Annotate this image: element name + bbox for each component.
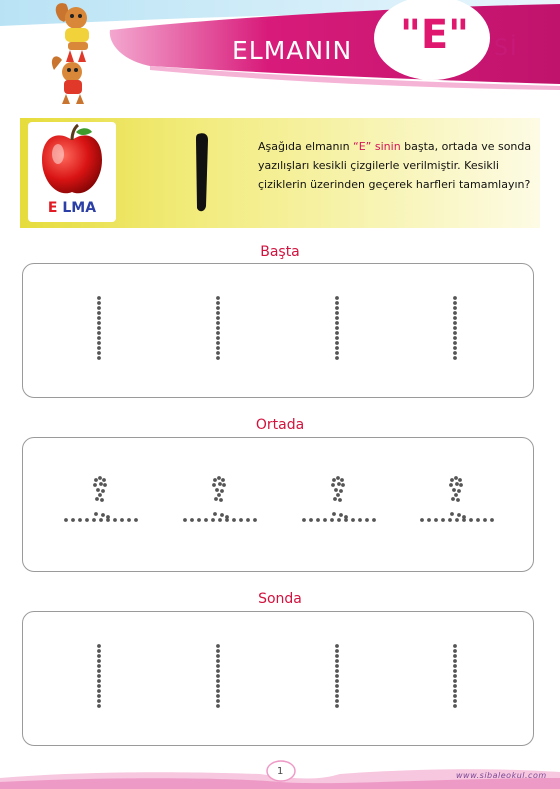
tracing-glyph (335, 296, 339, 360)
tracing-dot (216, 311, 220, 315)
section-title-sonda: Sonda (258, 591, 302, 607)
tracing-dot (335, 336, 339, 340)
tracing-dot (216, 704, 220, 708)
arabic-ain-isolated-icon (182, 130, 222, 215)
apple-icon (28, 122, 116, 202)
chipmunk-mascot-icon (50, 0, 120, 105)
tracing-dot (358, 518, 362, 522)
tracing-dot (453, 296, 457, 300)
tracing-dot (93, 483, 97, 487)
tracing-glyph (97, 644, 101, 708)
tracing-dot (332, 478, 336, 482)
tracing-dot (97, 316, 101, 320)
tracing-dot (97, 684, 101, 688)
tracing-dot (101, 513, 105, 517)
tracing-dot (453, 311, 457, 315)
tracing-dot (225, 515, 229, 519)
tracing-dots-sonda (23, 612, 533, 745)
tracing-dot (458, 478, 462, 482)
tracing-dot (372, 518, 376, 522)
tracing-dot (450, 512, 454, 516)
tracing-dot (106, 515, 110, 519)
tracing-dot (216, 301, 220, 305)
tracing-dot (213, 512, 217, 516)
tracing-dot (469, 518, 473, 522)
tracing-dot (97, 341, 101, 345)
tracing-glyph (64, 476, 138, 522)
practice-box-sonda (22, 611, 534, 746)
tracing-dot (97, 351, 101, 355)
tracing-dot (453, 321, 457, 325)
site-url: www.sibaleokul.com (456, 771, 547, 780)
tracing-glyph (216, 644, 220, 708)
tracing-dot (452, 488, 456, 492)
tracing-glyph (453, 296, 457, 360)
tracing-dot (216, 331, 220, 335)
tracing-dot (218, 482, 222, 486)
tracing-dot (101, 489, 105, 493)
tracing-dot (97, 321, 101, 325)
tracing-dot (336, 493, 340, 497)
section-title-ortada: Ortada (255, 417, 305, 433)
tracing-dot (216, 684, 220, 688)
tracing-dot (213, 478, 217, 482)
tracing-dot (453, 659, 457, 663)
section-title-basta: Başta (260, 244, 300, 260)
tracing-dot (97, 306, 101, 310)
tracing-dot (449, 483, 453, 487)
tracing-dot (453, 316, 457, 320)
tracing-dot (215, 488, 219, 492)
tracing-dot (450, 478, 454, 482)
tracing-dot (94, 512, 98, 516)
tracing-dot (204, 518, 208, 522)
tracing-dot (339, 513, 343, 517)
tracing-dot (331, 483, 335, 487)
tracing-dot (216, 659, 220, 663)
tracing-dot (99, 518, 103, 522)
tracing-dot (490, 518, 494, 522)
tracing-dot (219, 498, 223, 502)
tracing-dot (336, 476, 340, 480)
tracing-dot (216, 664, 220, 668)
tracing-dot (335, 296, 339, 300)
tracing-dot (97, 654, 101, 658)
tracing-dot (453, 644, 457, 648)
tracing-dot (97, 669, 101, 673)
tracing-dot (453, 326, 457, 330)
tracing-dot (453, 346, 457, 350)
tracing-dot (335, 664, 339, 668)
tracing-dot (453, 704, 457, 708)
tracing-dot (453, 301, 457, 305)
tracing-dot (441, 518, 445, 522)
tracing-glyph (420, 476, 494, 522)
tracing-dot (453, 669, 457, 673)
tracing-dot (338, 498, 342, 502)
tracing-dot (453, 356, 457, 360)
tracing-dot (97, 689, 101, 693)
tracing-dot (453, 694, 457, 698)
tracing-dot (341, 483, 345, 487)
tracing-dot (97, 336, 101, 340)
tracing-dot (451, 497, 455, 501)
tracing-dot (216, 356, 220, 360)
tracing-dot (97, 674, 101, 678)
tracing-dot (216, 326, 220, 330)
tracing-dot (453, 689, 457, 693)
tracing-dot (302, 518, 306, 522)
tracing-dot (453, 664, 457, 668)
tracing-dot (453, 699, 457, 703)
tracing-dot (216, 679, 220, 683)
tracing-dot (453, 674, 457, 678)
tracing-dot (335, 316, 339, 320)
tracing-dot (97, 296, 101, 300)
tracing-dot (427, 518, 431, 522)
tracing-dot (100, 498, 104, 502)
tracing-dot (457, 513, 461, 517)
practice-box-ortada (22, 437, 534, 572)
tracing-glyph (335, 644, 339, 708)
tracing-glyph (302, 476, 376, 522)
tracing-dot (216, 649, 220, 653)
tracing-dot (454, 476, 458, 480)
tracing-dot (216, 341, 220, 345)
word-rest: LMA (57, 200, 97, 216)
tracing-dot (216, 321, 220, 325)
tracing-dot (232, 518, 236, 522)
tracing-dot (78, 518, 82, 522)
tracing-dot (216, 296, 220, 300)
tracing-dot (217, 476, 221, 480)
tracing-dot (335, 679, 339, 683)
tracing-dot (335, 694, 339, 698)
tracing-dot (97, 311, 101, 315)
tracing-dot (453, 336, 457, 340)
tracing-dot (453, 654, 457, 658)
tracing-dot (97, 331, 101, 335)
tracing-dot (246, 518, 250, 522)
instructions-highlight: “E” sinin (353, 140, 401, 153)
tracing-dot (95, 497, 99, 501)
tracing-dot (216, 654, 220, 658)
tracing-glyph (183, 476, 257, 522)
tracing-dot (462, 515, 466, 519)
tracing-dot (216, 674, 220, 678)
tracing-dot (434, 518, 438, 522)
tracing-dot (330, 518, 334, 522)
tracing-dot (98, 493, 102, 497)
tracing-dot (99, 482, 103, 486)
tracing-dot (102, 478, 106, 482)
tracing-dot (456, 498, 460, 502)
tracing-dot (335, 684, 339, 688)
tracing-dot (453, 649, 457, 653)
tracing-glyph (453, 644, 457, 708)
tracing-dot (216, 316, 220, 320)
tracing-dot (98, 476, 102, 480)
tracing-dot (323, 518, 327, 522)
tracing-dot (453, 331, 457, 335)
tracing-dot (71, 518, 75, 522)
tracing-dot (97, 659, 101, 663)
tracing-dot (337, 518, 341, 522)
tracing-dot (216, 669, 220, 673)
tracing-dot (453, 684, 457, 688)
tracing-dot (335, 351, 339, 355)
word-label (28, 200, 116, 216)
tracing-dot (97, 649, 101, 653)
tracing-dot (97, 346, 101, 350)
tracing-dot (339, 489, 343, 493)
tracing-dot (216, 306, 220, 310)
tracing-dot (455, 482, 459, 486)
tracing-dot (333, 497, 337, 501)
tracing-dot (453, 351, 457, 355)
tracing-dot (420, 518, 424, 522)
tracing-dot (335, 644, 339, 648)
tracing-dot (335, 346, 339, 350)
title-main: ELMANIN (232, 36, 353, 65)
tracing-dot (197, 518, 201, 522)
tracing-dot (217, 493, 221, 497)
tracing-dot (97, 326, 101, 330)
tracing-dot (211, 518, 215, 522)
tracing-dot (457, 489, 461, 493)
tracing-dot (335, 341, 339, 345)
tracing-dot (332, 512, 336, 516)
tracing-dot (335, 306, 339, 310)
tracing-dot (335, 689, 339, 693)
tracing-dot (335, 669, 339, 673)
tracing-dots-basta (23, 264, 533, 397)
tracing-dot (476, 518, 480, 522)
tracing-dot (448, 518, 452, 522)
tracing-dot (334, 488, 338, 492)
tracing-dot (97, 679, 101, 683)
tracing-dot (134, 518, 138, 522)
tracing-dot (92, 518, 96, 522)
tracing-dot (222, 483, 226, 487)
tracing-dot (459, 483, 463, 487)
tracing-dot (453, 306, 457, 310)
tracing-dot (216, 346, 220, 350)
tracing-glyph (216, 296, 220, 360)
tracing-dot (220, 489, 224, 493)
tracing-dot (96, 488, 100, 492)
tracing-dot (216, 644, 220, 648)
tracing-dot (97, 644, 101, 648)
tracing-dot (97, 664, 101, 668)
tracing-dot (454, 493, 458, 497)
instructions-text: Aşağıda elmanın “E” sinin başta, ortada ve sonda yazılışları kesikli çizgilerle verilmiştir. Kesikli çiziklerin üzerinden geçerek harfleri tamamlayın? (258, 140, 532, 191)
title-letter: "E" (400, 12, 470, 58)
tracing-dot (335, 704, 339, 708)
tracing-dot (335, 654, 339, 658)
tracing-dot (113, 518, 117, 522)
tracing-dot (453, 679, 457, 683)
tracing-dot (103, 483, 107, 487)
tracing-dot (94, 478, 98, 482)
tracing-dot (97, 704, 101, 708)
tracing-dot (340, 478, 344, 482)
tracing-dot (216, 699, 220, 703)
tracing-dot (335, 331, 339, 335)
tracing-dot (183, 518, 187, 522)
practice-box-basta (22, 263, 534, 398)
tracing-dot (316, 518, 320, 522)
tracing-dot (190, 518, 194, 522)
tracing-dot (335, 659, 339, 663)
tracing-dot (221, 478, 225, 482)
tracing-dot (97, 699, 101, 703)
title-suffix: Sİ (494, 36, 519, 61)
tracing-dot (216, 351, 220, 355)
tracing-dot (216, 694, 220, 698)
tracing-dots-ortada (23, 438, 533, 571)
tracing-dot (335, 674, 339, 678)
tracing-dot (453, 341, 457, 345)
tracing-dot (97, 694, 101, 698)
tracing-dot (455, 518, 459, 522)
tracing-dot (239, 518, 243, 522)
tracing-dot (218, 518, 222, 522)
tracing-dot (337, 482, 341, 486)
word-first-letter: E (47, 200, 58, 216)
tracing-dot (309, 518, 313, 522)
tracing-dot (335, 699, 339, 703)
tracing-dot (483, 518, 487, 522)
tracing-dot (120, 518, 124, 522)
tracing-dot (97, 356, 101, 360)
tracing-dot (335, 321, 339, 325)
tracing-dot (220, 513, 224, 517)
page-number: 1 (277, 766, 284, 777)
tracing-dot (64, 518, 68, 522)
tracing-dot (212, 483, 216, 487)
tracing-dot (335, 649, 339, 653)
tracing-dot (351, 518, 355, 522)
tracing-glyph (97, 296, 101, 360)
tracing-dot (85, 518, 89, 522)
tracing-dot (365, 518, 369, 522)
tracing-dot (216, 336, 220, 340)
tracing-dot (335, 326, 339, 330)
tracing-dot (216, 689, 220, 693)
tracing-dot (127, 518, 131, 522)
tracing-dot (335, 311, 339, 315)
tracing-dot (97, 301, 101, 305)
tracing-dot (214, 497, 218, 501)
tracing-dot (335, 301, 339, 305)
tracing-dot (344, 515, 348, 519)
tracing-dot (335, 356, 339, 360)
tracing-dot (253, 518, 257, 522)
